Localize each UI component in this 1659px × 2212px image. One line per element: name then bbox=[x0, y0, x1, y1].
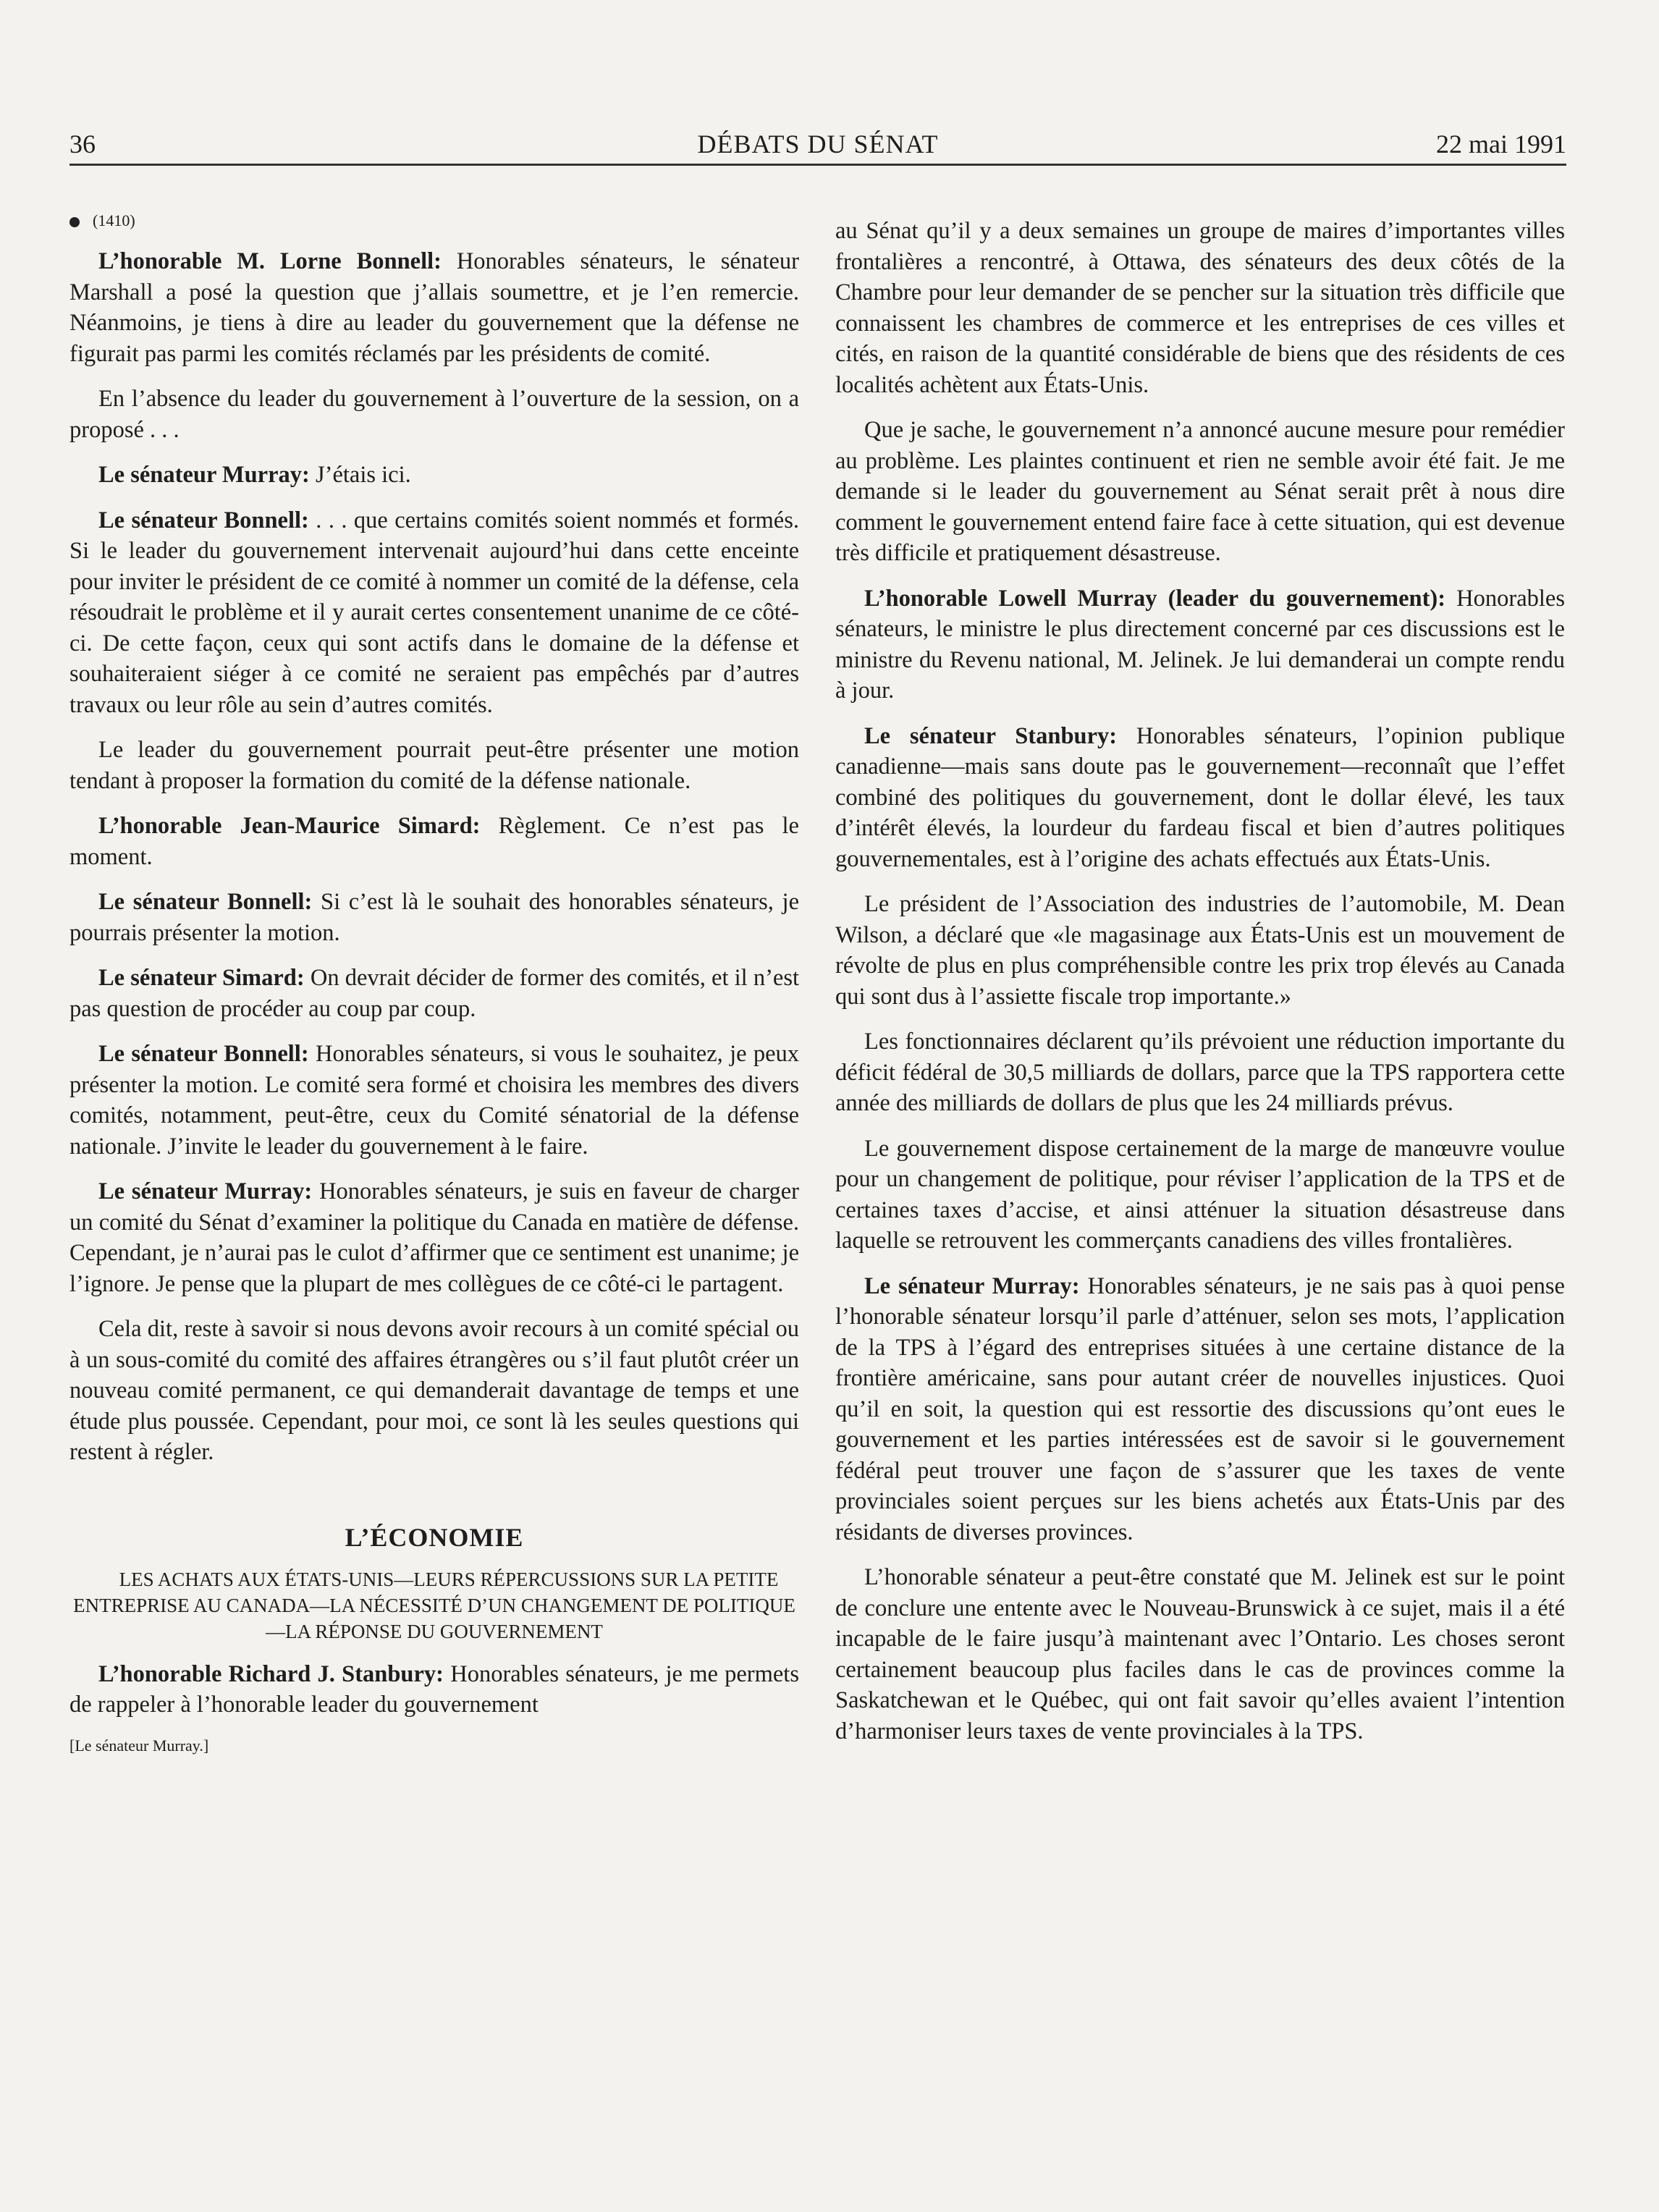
section-title: L’ÉCONOMIE bbox=[345, 1522, 524, 1552]
paragraph-text: Le leader du gouvernement pourrait peut-être présenter une motion tendant à proposer la formation du comité de la défense nationale. bbox=[69, 737, 799, 794]
paragraph-text: Honorables sénateurs, je suis en faveur de charger un comité du Sénat d’examiner la politique du Canada en matière de défense. Cependant, je n’aurai pas le culot d’affirmer que ce sentiment est unanime; je l’ignore. Je pense que la plupart de mes collègues de ce côté-ci le partagent. bbox=[69, 1178, 799, 1297]
paragraph-text: Cela dit, reste à savoir si nous devons avoir recours à un comité spécial ou à un sous-comité du comité des affaires étrangères ou s’il faut plutôt créer un nouveau comité permanent, ce qui demanderait davantage de temps et une étude plus poussée. Cependant, pour moi, ce sont là les seules questions qui restent à régler. bbox=[69, 1316, 799, 1465]
speaker-name: L’honorable Lowell Murray (leader du gouvernement): bbox=[864, 585, 1446, 612]
speaker-name: L’honorable Richard J. Stanbury: bbox=[98, 1660, 444, 1687]
paragraph bbox=[69, 811, 799, 872]
paragraph-text: Honorables sénateurs, je ne sais pas à quoi pense l’honorable sénateur lorsqu’il parle d’atténuer, selon ses mots, l’application de la TPS à l’égard des entreprises situées à une certaine distance de la frontière américaine, sans pour autant créer de nouvelles injustices. Quoi qu’il en soit, la question qui est ressortie des discussions qu’ont eues le gouvernement et les parties intéressées est de savoir si le gouvernement fédéral peut trouver une façon de s’assurer que les taxes de vente provinciales soient perçues sur les biens achetés aux États-Unis par des résidants de diverses provinces. bbox=[835, 1272, 1565, 1545]
publication-title: DÉBATS DU SÉNAT bbox=[697, 130, 939, 159]
bullet-icon bbox=[69, 217, 80, 227]
paragraph-text: Si c’est là le souhait des honorables sénateurs, je pourrais présenter la motion. bbox=[69, 889, 800, 946]
paragraph bbox=[69, 460, 799, 491]
paragraph-text: Honorables sénateurs, si vous le souhaitez, je peux présenter la motion. Le comité sera formé et choisira les membres des divers comités, notamment, peut-être, ceux du Comité sénatorial de la défense nationale. J’invite le leader du gouvernement à le faire. bbox=[69, 1041, 800, 1160]
footer-note: [Le sénateur Murray.] bbox=[69, 1736, 209, 1755]
time-marker bbox=[69, 210, 799, 232]
paragraph bbox=[835, 889, 1565, 1012]
paragraph-text: On devrait décider de former des comités, et il n’est pas question de procéder au coup par coup. bbox=[69, 965, 799, 1022]
paragraph bbox=[69, 384, 799, 445]
paragraph-text: Règlement. Ce n’est pas le moment. bbox=[69, 813, 799, 870]
paragraph-text: Honorables sénateurs, le ministre le plus directement concerné par ces discussions est le ministre du Revenu national, M. Jelinek. Je lui demanderai un compte rendu à jour. bbox=[835, 585, 1565, 704]
page-number: 36 bbox=[69, 130, 96, 159]
paragraph-text: Les fonctionnaires déclarent qu’ils prévoient une réduction importante du déficit fédéral de 30,5 milliards de dollars, parce que la TPS rapportera cette année des milliards de dollars de plus que les 24 milliards prévus. bbox=[835, 1029, 1565, 1116]
paragraph bbox=[69, 1039, 799, 1162]
paragraph bbox=[835, 583, 1565, 706]
speaker-name: Le sénateur Bonnell: bbox=[98, 889, 313, 915]
paragraph bbox=[835, 1134, 1565, 1257]
page-date: 22 mai 1991 bbox=[1436, 130, 1566, 159]
paragraph-text: Honorables sénateurs, le sénateur Marshall a posé la question que j’allais soumettre, et je l’en remercie. Néanmoins, je tiens à dire au leader du gouvernement que la défense ne figurait pas parmi les comités réclamés par les présidents de comité. bbox=[69, 248, 799, 367]
paragraph bbox=[835, 721, 1565, 875]
paragraph bbox=[835, 415, 1565, 569]
left-column bbox=[69, 210, 799, 1771]
paragraph-text: Le président de l’Association des industries de l’automobile, M. Dean Wilson, a déclaré que «le magasinage aux États-Unis est un mouvement de révolte de plus en plus compréhensible contre les prix trop élevés au Canada qui sont dus à l’assiette fiscale trop importante.» bbox=[835, 891, 1565, 1010]
paragraph bbox=[835, 1271, 1565, 1548]
speaker-name: L’honorable M. Lorne Bonnell: bbox=[98, 248, 442, 274]
page-header bbox=[69, 127, 1566, 166]
paragraph bbox=[69, 735, 799, 796]
paragraph bbox=[69, 1659, 799, 1721]
paragraph bbox=[835, 1562, 1565, 1747]
paragraph-text: L’honorable sénateur a peut-être constaté que M. Jelinek est sur le point de conclure une entente avec le Nouveau-Brunswick à ce sujet, mais il a été incapable de le faire jusqu’à maintenant avec l’Ontario. Les choses seront certainement beaucoup plus faciles dans le cas de provinces comme la Saskatchewan et le Québec, qui ont fait savoir qu’elles avaient l’intention d’harmoniser leurs taxes de vente provinciales à la TPS. bbox=[835, 1564, 1565, 1744]
speaker-name: Le sénateur Simard: bbox=[98, 965, 305, 991]
paragraph bbox=[69, 887, 799, 948]
paragraph bbox=[835, 216, 1565, 400]
paragraph-text: au Sénat qu’il y a deux semaines un groupe de maires d’importantes villes frontalières a rencontré, à Ottawa, des sénateurs des deux côtés de la Chambre pour leur demander de se pencher sur la situation très difficile que connaissent les chambres de commerce et les entreprises de ces villes et cités, en raison de la quantité considérable de biens que des résidents de ces localités achètent aux États-Unis. bbox=[835, 218, 1565, 398]
paragraph-text: En l’absence du leader du gouvernement à l’ouverture de la session, on a proposé . . . bbox=[69, 386, 799, 443]
speaker-name: Le sénateur Bonnell: bbox=[98, 507, 309, 533]
speaker-name: Le sénateur Stanbury: bbox=[864, 722, 1118, 749]
speaker-name: Le sénateur Bonnell: bbox=[98, 1041, 309, 1067]
time-marker-text: (1410) bbox=[93, 211, 135, 229]
speaker-name: Le sénateur Murray: bbox=[98, 1178, 313, 1204]
speaker-name: L’honorable Jean-Maurice Simard: bbox=[98, 813, 481, 839]
paragraph bbox=[69, 246, 799, 369]
section-subheading: LES ACHATS AUX ÉTATS-UNIS—LEURS RÉPERCUSSIONS SUR LA PETITE ENTREPRISE AU CANADA—LA NÉCESSITÉ D’UN CHANGEMENT DE POLITIQUE—LA RÉPONSE DU GOUVERNEMENT bbox=[73, 1568, 795, 1642]
speaker-name: Le sénateur Murray: bbox=[98, 462, 310, 488]
paragraph-text: Honorables sénateurs, je me permets de rappeler à l’honorable leader du gouvernement bbox=[69, 1660, 799, 1718]
speaker-name: Le sénateur Murray: bbox=[864, 1272, 1080, 1299]
right-column bbox=[835, 216, 1565, 1761]
paragraph bbox=[69, 963, 799, 1024]
paragraph-text: Le gouvernement dispose certainement de la marge de manœuvre voulue pour un changement de politique, pour réviser l’application de la TPS et de certaines taxes d’accise, et ainsi atténuer la situation désastreuse dans laquelle se retrouvent les commerçants canadiens des villes frontalières. bbox=[835, 1135, 1565, 1254]
paragraph bbox=[835, 1026, 1565, 1119]
paragraph bbox=[69, 1314, 799, 1468]
paragraph-text: J’étais ici. bbox=[309, 462, 411, 488]
paragraph-text: . . . que certains comités soient nommés et formés. Si le leader du gouvernement intervenait aujourd’hui dans cette enceinte pour inviter le président de ce comité à nommer un comité de la défense, cela résoudrait le problème et il y aurait certes consentement unanime de ce côté-ci. De cette façon, ceux qui sont actifs dans le domaine de la défense et souhaiteraient siéger à ce comité ne seraient pas empêchés par d’autres travaux ou leur rôle au sein d’autres comités. bbox=[69, 507, 799, 718]
paragraph bbox=[69, 1176, 799, 1299]
paragraph bbox=[69, 505, 799, 721]
paragraph-text: Honorables sénateurs, l’opinion publique canadienne—mais sans doute pas le gouvernement—reconnaît que l’effet combiné des politiques du gouvernement, dont le dollar élevé, les taux d’intérêt élevés, la lourdeur du fardeau fiscal et bien d’autres politiques gouvernementales, est à l’origine des achats effectués aux États-Unis. bbox=[835, 722, 1566, 872]
paragraph-text: Que je sache, le gouvernement n’a annoncé aucune mesure pour remédier au problème. Les plaintes continuent et rien ne semble avoir été fait. Je me demande si le leader du gouvernement au Sénat serait prêt à nous dire comment le gouvernement entend faire face à cette situation, qui est devenue très difficile et pratiquement désastreuse. bbox=[835, 417, 1565, 566]
